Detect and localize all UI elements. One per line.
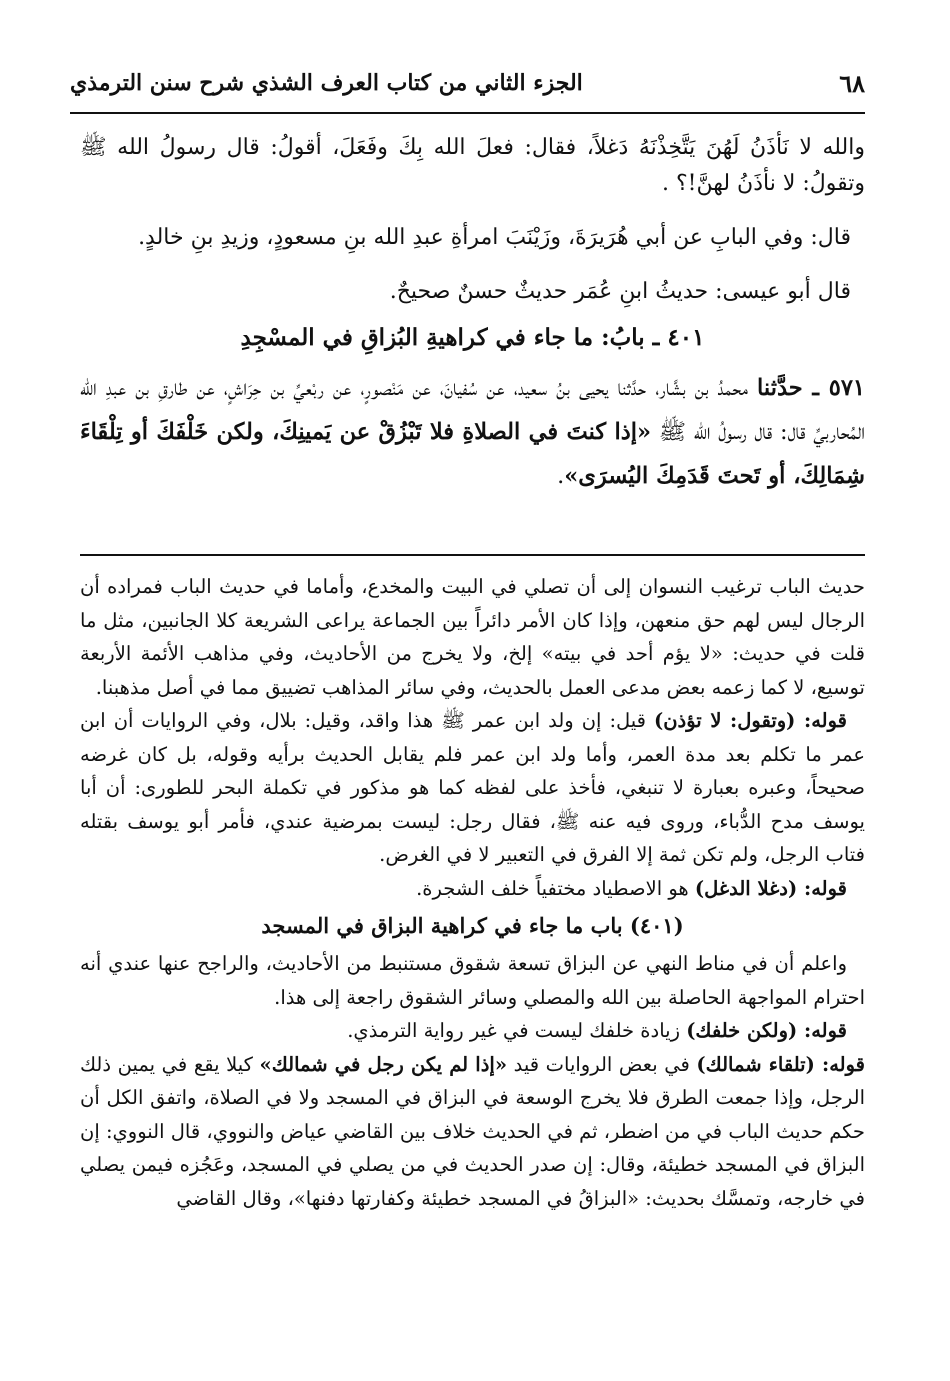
- commentary-paragraph-3: [80, 872, 865, 906]
- section-title: ٤٠١ ـ بابُ: ما جاء في كراهيةِ البُزاقِ في المسْجِدِ: [240, 324, 705, 351]
- page-number: ٦٨: [839, 68, 865, 98]
- commentary-paragraph-1: حديث الباب ترغيب النسوان إلى أن تصلي في البيت والمخدع، وأماما في حديث الباب فمراده أن الرجال ليس لهم حق منعهن، وإذا كان الأمر دائراً بين الجماعة يراعى الشريعة كلا الجانبين، مثل ما قلت في حديث: «لا يؤم أحد في بيته» إلخ، ولا يخرج من الأحاديث، وفي مذاهب الأئمة الأربعة توسيع، لا كما زعمه بعض مدعى العمل بالحديث، وفي سائر المذاهب تضييق مما في أصل مذهبنا.: [80, 575, 865, 699]
- commentary-label: قوله: (وتقول: لا تؤذن): [654, 709, 847, 732]
- commentary-quote: «إذا لم يكن رجل في شمالك»: [259, 1052, 508, 1076]
- commentary-section: [80, 570, 865, 1215]
- main-text: [80, 130, 865, 498]
- footnote-divider: [80, 554, 865, 556]
- hadith-end: .: [557, 463, 565, 489]
- main-paragraph-1: والله لا نَأذَنُ لَهُنَ يَتَّخِذْنَهُ دَغلاً، فقال: فعلَ الله بِكَ وفَعَلَ، أقولُ: قال رسولُ الله ﷺ وتقولُ: لا نأذَنُ لهنَّ!؟ .: [80, 135, 865, 196]
- commentary-label: قوله: (تلقاء شمالك): [696, 1052, 865, 1076]
- commentary-paragraph-6: [80, 1048, 865, 1216]
- commentary-paragraph-5: [80, 1014, 865, 1048]
- commentary-section-title: (٤٠١) باب ما جاء في كراهية البزاق في المسجد: [261, 913, 684, 938]
- commentary-text: في بعض الروايات قيد: [507, 1052, 697, 1076]
- commentary-text: زيادة خلفك ليست في غير رواية الترمذي.: [347, 1019, 687, 1042]
- header-divider: [70, 112, 865, 114]
- commentary-text: كيلا يقع في يمين ذلك الرجل، وإذا جمعت الطرق فلا يخرج الوسعة في البزاق في المسجد ولا في الصلاة، واتفق الكل أن حكم حديث الباب في من اضطر، ثم في الحديث خلاف بين القاضي عياض والنووي، قال النووي: إن البزاق في المسجد خطيئة، وقال: إن صدر الحديث في من يصلي في المسجد، وعَجُزه فيمن يصلي في خارجه، وتمسَّك بحديث: «البزاقُ في المسجد خطيئة وكفارتها دفنها»، وقال القاضي: [80, 1052, 865, 1210]
- commentary-paragraph-2: [80, 704, 865, 872]
- commentary-label: قوله: (ولكن خلفك): [686, 1019, 847, 1042]
- page-header: [70, 58, 865, 108]
- commentary-label: قوله: (دغلا الدغل): [694, 876, 847, 900]
- hadith-text: «إذا كنتَ في الصلاةِ فلا تَبْزُقْ عن يَمينِكَ، ولكن خَلْفَكَ أو تِلْقَاءَ شِمَالِكَ، أو تَحتَ قَدَمِكَ اليُسرَى»: [80, 419, 865, 489]
- hadith-paragraph: [80, 366, 865, 498]
- running-title: الجزء الثاني من كتاب العرف الشذي شرح سنن الترمذي: [70, 70, 583, 96]
- hadith-number: ٥٧١ ـ حدَّثنا: [757, 375, 865, 401]
- main-paragraph-3: قال أبو عيسى: حديثُ ابنِ عُمَر حديثٌ حسنٌ صحيحٌ.: [389, 279, 851, 304]
- hadith-chain: محمدُ بن بشَّار، حدَّثنا يحيى بنُ سعيد، عن سُفيانَ، عن مَنْصورٍ، عن ربْعيِّ بن حِرَاشٍ، عن طارقِ بن عبدِ الله المُحاربيِّ قال: قال رسولُ الله ﷺ: [80, 375, 865, 445]
- commentary-paragraph-4: واعلم أن في مناط النهي عن البزاق تسعة شقوق مستنبط من الأحاديث، والراجح عنها عندي أنه احترام المواجهة الحاصلة بين الله والمصلي وسائر الشقوق راجعة إلى هذا.: [80, 952, 865, 1009]
- commentary-text: هو الاصطياد مختفياً خلف الشجرة.: [416, 876, 695, 900]
- commentary-text: قيل: إن ولد ابن عمر ﷺ هذا واقد، وقيل: بلال، وفي الروايات أن ابن عمر ما تكلم بعد مدة العمر، وأما ولد ابن عمر فلم يقابل الحديث برأيه وقوله، بل كان غرضه صحيحاً، وعبره بعبارة لا تنبغي، فأخذ على لفظه كما هو مذكور في تكملة البحر للطورى: أن أبا يوسف مدح الدُّباء، وروى فيه عنه ﷺ، فقال رجل: ليست بمرضية عندي، فأمر أبو يوسف بقتله فتاب الرجل، ولم تكن ثمة إلا الفرق في التعبير لا في الغرض.: [80, 709, 865, 866]
- main-paragraph-2: قال: وفي البابِ عن أبي هُرَيرَةَ، وزَيْنَبَ امرأةِ عبدِ الله بنِ مسعودٍ، وزيدِ بنِ خالدٍ.: [138, 225, 851, 250]
